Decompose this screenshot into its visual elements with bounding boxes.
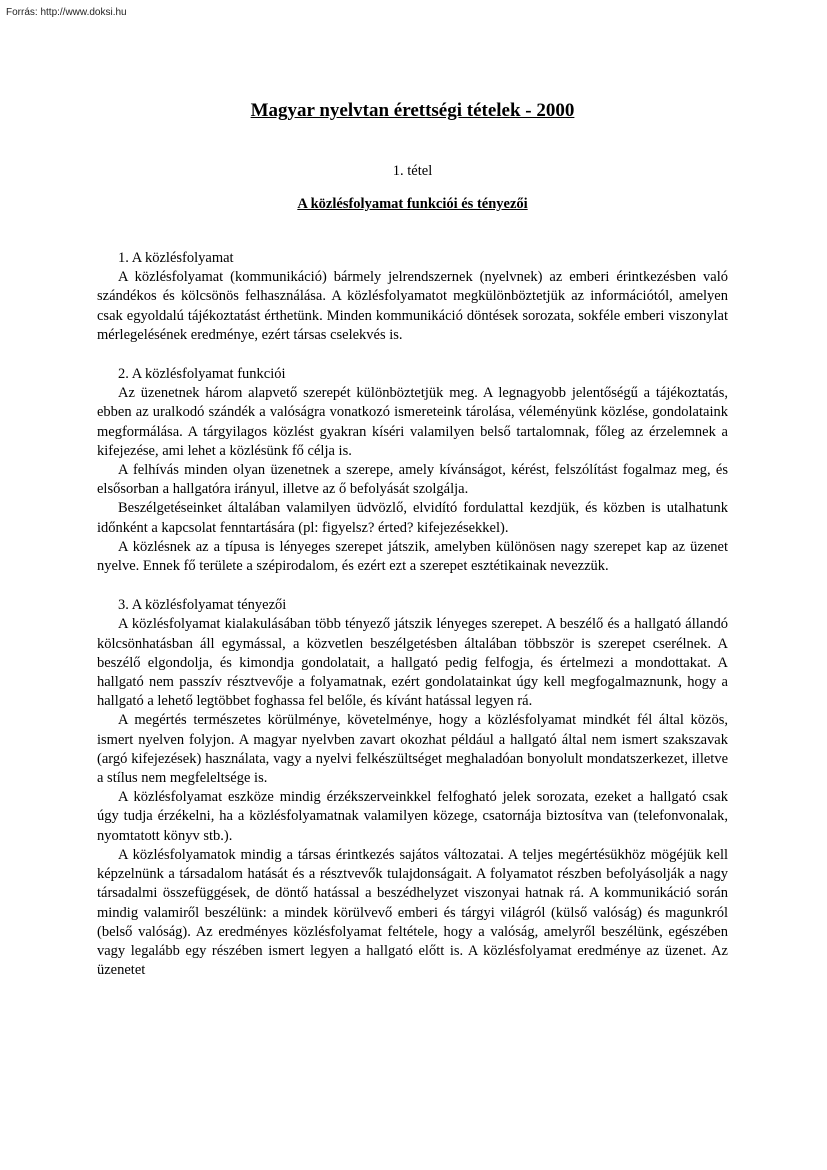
paragraph: A közlésfolyamatok mindig a társas érintkezés sajátos változatai. A teljes megértésükhöz mögéjük kell képzelnünk a társadalom hatását és a résztvevők tulajdonságait. A folyamatot részben befolyásolják a nagy társadalmi összefüggések, de döntő hatással a beszédhelyzet viszonyai hatnak rá. A kommunikáció során mindig valamiről beszélünk: a mindek körülvevő emberi és tárgyi világról (külső valóság) és magunkról (belső valóság). Az eredményes közlésfolyamat feltétele, hogy a valóság, amelyről beszélünk, egészében vagy legalább egy részében ismert legyen a hallgató előtt is. A közlésfolyamat eredménye az üzenet. Az üzenetet: [97, 846, 728, 979]
paragraph: Beszélgetéseinket általában valamilyen üdvözlő, elvidító fordulattal kezdjük, és közben is utalhatunk időnként a kapcsolat fenntartására (pl: figyelsz? érted? kifejezésekkel).: [97, 500, 728, 536]
document-title: Magyar nyelvtan érettségi tételek - 2000: [250, 100, 575, 121]
paragraph: A megértés természetes körülménye, követelménye, hogy a közlésfolyamat mindkét fél által közös, ismert nyelven folyjon. A magyar nyelvben zavart okozhat például a hallgató által nem ismert szakszavak (argó kifejezések) használata, vagy a nyelvi felkészültséget meghaladóan bonyolult mondatszerkezet, illetve a stílus nem megfeleltsége is.: [97, 712, 728, 787]
item-number: 1. tétel: [392, 163, 433, 179]
paragraph: A közlésnek az a típusa is lényeges szerepet játszik, amelyben különösen nagy szerepet kap az üzenet nyelve. Ennek fő területe a szépirodalom, és ezért ezt a szerepet esztétikainak nevezzük.: [97, 538, 728, 575]
sections: [97, 249, 728, 980]
paragraph: A felhívás minden olyan üzenetnek a szerepe, amely kívánságot, kérést, felszólítást fogalmaz meg, és elsősorban a hallgatóra irányul, illetve az ő befolyását szolgálja.: [97, 462, 728, 498]
paragraph: A közlésfolyamat (kommunikáció) bármely jelrendszernek (nyelvnek) az emberi érintkezésben való szándékos és kölcsönös felhasználása. A közlésfolyamatot megkülönböztetjük az információtól, amelyen csak egyoldalú tájékoztatást érthetünk. Minden kommunikáció döntések sorozata, sokféle emberi viszonylat mérlegelésének eredménye, ezért társas cselekvés is.: [97, 269, 728, 343]
section-functions: [97, 365, 728, 576]
source-url-label: Forrás: http://www.doksi.hu: [6, 7, 127, 18]
section-heading: 1. A közlésfolyamat: [118, 250, 234, 266]
document-body: [97, 96, 728, 1000]
paragraph: A közlésfolyamat eszköze mindig érzékszerveinkkel felfogható jelek sorozata, ezeket a hallgató csak úgy tudja érzékelni, ha a közlésfolyamatnak valamilyen közege, csatornája biztosítva van (telefonvonalak, nyomtatott könyv stb.).: [97, 789, 728, 844]
paragraph: A közlésfolyamat kialakulásában több tényező játszik lényeges szerepet. A beszélő és a hallgató állandó kölcsönhatásban áll egymással, a közvetlen beszélgetésben általában többször is szerepet cserélnek. A beszélő elgondolja, és kimondja gondolatait, a hallgató pedig felfogja, és értelmezi a mondottakat. A hallgató nem passzív résztvevője a folyamatnak, ezért gondolatainkat úgy kell megfogalmaznunk, hogy a hallgató a lehető legtöbbet foghassa fel belőle, és kívánt hatással legyen rá.: [97, 616, 728, 710]
section-heading: 2. A közlésfolyamat funkciói: [118, 366, 286, 383]
paragraph: Az üzenetnek három alapvető szerepét különböztetjük meg. A legnagyobb jelentőségű a tájékoztatás, ebben az uralkodó szándék a valóságra vonatkozó ismereteink tárolása, véleményünk közlése, gondolataink megformálása. A tárgyilagos közlést gyakran kíséri valamilyen belső tartalomnak, főleg az érzelemnek a kifejezése, ami lehet a közlésünk fő célja is.: [97, 385, 728, 459]
section-factors: [97, 596, 728, 980]
section-communication: [97, 249, 728, 345]
section-heading: 3. A közlésfolyamat tényezői: [118, 597, 287, 614]
item-title: A közlésfolyamat funkciói és tényezői: [297, 196, 528, 212]
